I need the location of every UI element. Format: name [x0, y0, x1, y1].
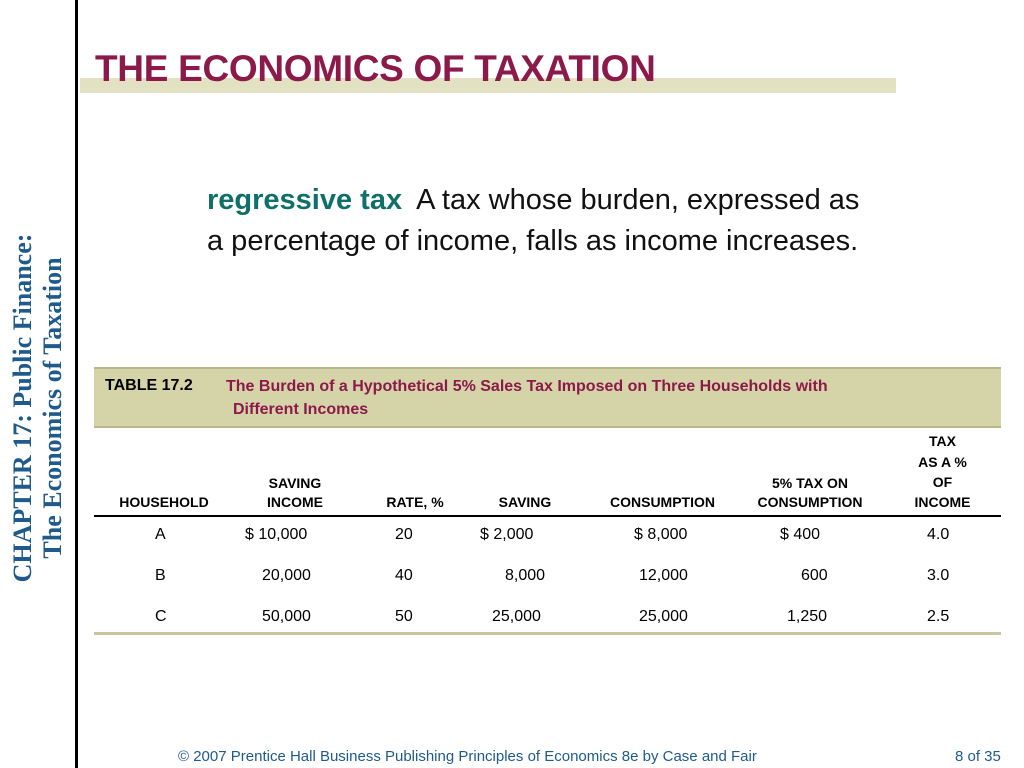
page-number: 8 of 35 — [955, 748, 1001, 765]
col-header-household: HOUSEHOLD — [119, 494, 209, 510]
col-header-tax-2: CONSUMPTION — [757, 494, 863, 510]
table-caption-band — [94, 367, 1001, 428]
cell-consumption: 25,000 — [639, 608, 688, 625]
col-header-consumption: CONSUMPTION — [610, 494, 715, 510]
col-header-pct-2: AS A % — [918, 454, 967, 470]
table-number: TABLE 17.2 — [105, 377, 193, 394]
cell-pct: 2.5 — [927, 608, 950, 625]
cell-household: A — [155, 526, 166, 543]
definition-text: A tax whose burden, expressed as a percentage of income, falls as income increases. — [207, 184, 860, 257]
cell-rate: 20 — [395, 526, 413, 543]
table-caption-line1: The Burden of a Hypothetical 5% Sales Tax Imposed on Three Households with — [226, 378, 828, 395]
cell-tax: 1,250 — [787, 608, 828, 625]
header-rule — [94, 515, 1001, 517]
footer-copyright: © 2007 Prentice Hall Business Publishing Principles of Economics 8e by Case and Fair — [178, 748, 757, 765]
slide-title: THE ECONOMICS OF TAXATION — [95, 48, 656, 89]
col-header-income: INCOME — [267, 494, 323, 510]
cell-rate: 40 — [395, 567, 413, 584]
chapter-sidebar-title — [8, 118, 68, 698]
definition-term: regressive tax — [207, 184, 403, 216]
cell-consumption: 12,000 — [639, 567, 688, 584]
cell-pct: 4.0 — [927, 526, 950, 543]
definition-block — [207, 180, 867, 262]
cell-household: B — [155, 567, 166, 584]
cell-household: C — [155, 608, 167, 625]
chapter-label: CHAPTER 17: Public Finance: — [8, 233, 37, 583]
cell-saving: 8,000 — [505, 567, 546, 584]
col-header-pct-4: INCOME — [914, 494, 971, 510]
cell-saving: 25,000 — [492, 608, 541, 625]
cell-rate: 50 — [395, 608, 413, 625]
sidebar-divider — [75, 0, 78, 768]
col-header-tax-1: 5% TAX ON — [772, 475, 848, 491]
cell-income: 50,000 — [262, 608, 311, 625]
cell-income: 20,000 — [262, 567, 311, 584]
cell-tax: $ 400 — [780, 526, 821, 543]
cell-income: $ 10,000 — [245, 526, 308, 543]
chapter-subtitle: The Economics of Taxation — [38, 257, 67, 559]
col-header-pct-1: TAX — [929, 433, 956, 449]
cell-consumption: $ 8,000 — [634, 526, 688, 543]
cell-pct: 3.0 — [927, 567, 950, 584]
table-caption-line2: Different Incomes — [233, 401, 369, 418]
col-header-saving-rate-1: SAVING — [268, 475, 322, 491]
col-header-pct-3: OF — [932, 474, 953, 490]
cell-tax: 600 — [801, 567, 828, 584]
cell-saving: $ 2,000 — [480, 526, 534, 543]
col-header-saving: SAVING — [498, 494, 552, 510]
col-header-saving-rate-2: RATE, % — [386, 494, 444, 510]
table-bottom-rule — [94, 632, 1001, 635]
